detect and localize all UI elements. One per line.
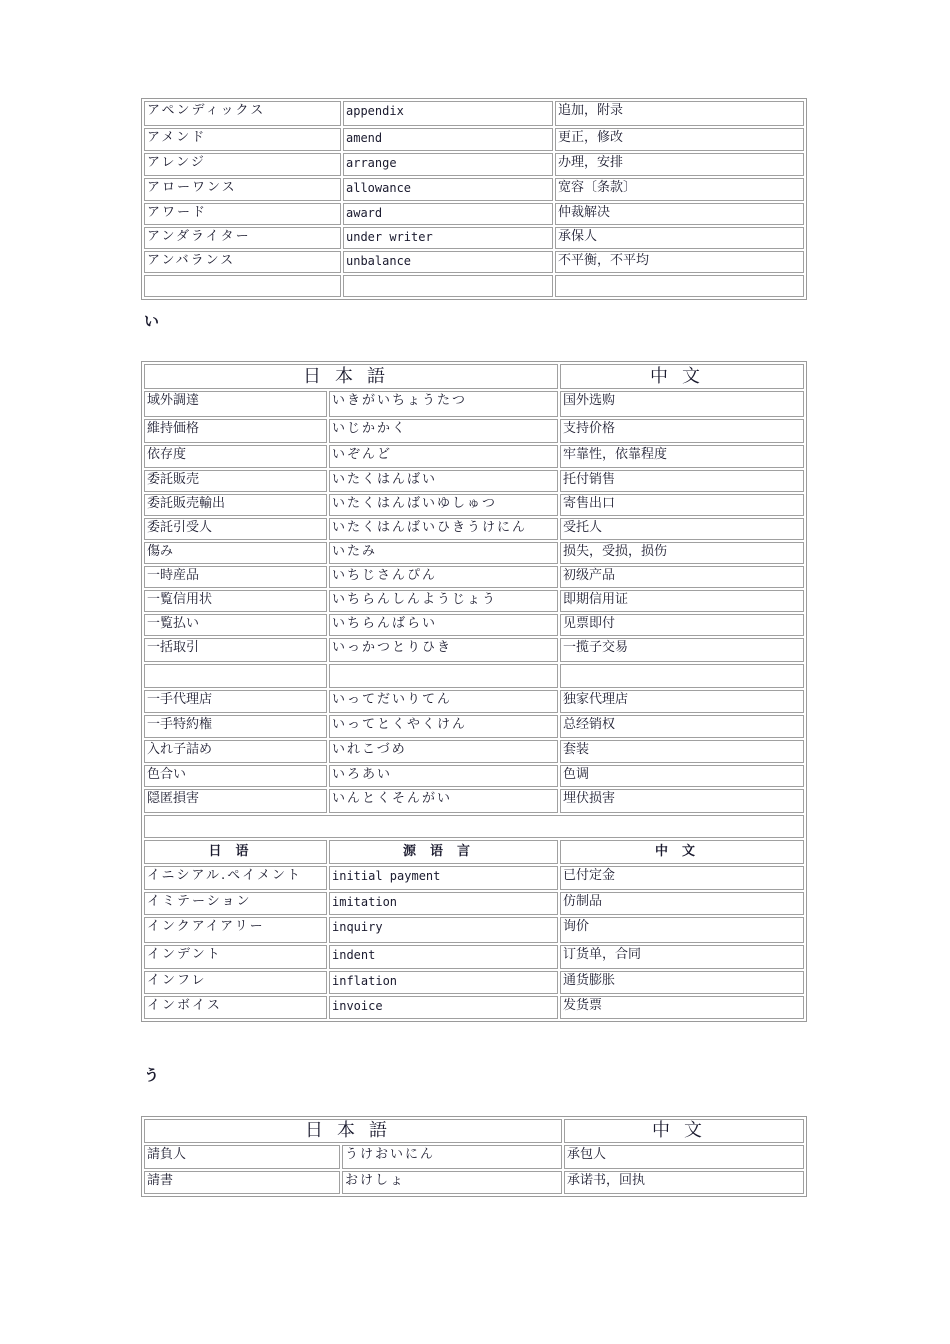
source-term: under writer bbox=[343, 227, 553, 249]
table-header bbox=[144, 1119, 804, 1143]
header-chinese: 中文 bbox=[564, 1119, 804, 1143]
chinese-term: 已付定金 bbox=[560, 866, 804, 890]
chinese-term: 宽容〔条款〕 bbox=[555, 178, 804, 201]
chinese-term: 受托人 bbox=[560, 518, 804, 540]
reading: いたくはんばいゆしゅつ bbox=[329, 494, 558, 516]
table-row bbox=[144, 614, 804, 636]
header-japanese-language: 日语 bbox=[144, 840, 327, 864]
japanese-term: アンバランス bbox=[144, 251, 341, 273]
table-row bbox=[144, 128, 804, 151]
section-heading-i: い bbox=[144, 312, 160, 330]
table-row bbox=[144, 917, 804, 943]
source-term bbox=[343, 275, 553, 297]
chinese-term: 寄售出口 bbox=[560, 494, 804, 516]
table-row bbox=[144, 1171, 804, 1194]
table-row bbox=[144, 590, 804, 612]
chinese-term bbox=[560, 664, 804, 688]
table-spacer-row bbox=[144, 815, 804, 838]
table-row bbox=[144, 470, 804, 492]
table-header bbox=[144, 364, 804, 389]
source-term: initial payment bbox=[329, 866, 558, 890]
source-term: amend bbox=[343, 128, 553, 151]
table-row bbox=[144, 542, 804, 564]
japanese-term: 一覧払い bbox=[144, 614, 327, 636]
japanese-term: 一手代理店 bbox=[144, 690, 327, 713]
source-term: inquiry bbox=[329, 917, 558, 943]
japanese-term: 依存度 bbox=[144, 445, 327, 468]
chinese-term: 套装 bbox=[560, 740, 804, 763]
japanese-term bbox=[144, 664, 327, 688]
header-japanese: 日本語 bbox=[144, 1119, 562, 1143]
chinese-term: 独家代理店 bbox=[560, 690, 804, 713]
table-row bbox=[144, 178, 804, 201]
table-row bbox=[144, 566, 804, 588]
chinese-term: 仲裁解决 bbox=[555, 203, 804, 225]
reading: いろあい bbox=[329, 765, 558, 787]
reading: いたくはんばいひきうけにん bbox=[329, 518, 558, 540]
japanese-term: 域外調達 bbox=[144, 391, 327, 417]
reading: いちらんばらい bbox=[329, 614, 558, 636]
chinese-term: 支持价格 bbox=[560, 419, 804, 443]
japanese-term: 一時産品 bbox=[144, 566, 327, 588]
japanese-term: アローワンス bbox=[144, 178, 341, 201]
japanese-term: インフレ bbox=[144, 971, 327, 994]
source-term: award bbox=[343, 203, 553, 225]
table-row bbox=[144, 715, 804, 738]
japanese-term: 一括取引 bbox=[144, 638, 327, 662]
japanese-term: 維持価格 bbox=[144, 419, 327, 443]
chinese-term: 一揽子交易 bbox=[560, 638, 804, 662]
japanese-term bbox=[144, 275, 341, 297]
japanese-term: 傷み bbox=[144, 542, 327, 564]
japanese-term: インクアイアリー bbox=[144, 917, 327, 943]
table-row bbox=[144, 638, 804, 662]
table-row bbox=[144, 664, 804, 688]
chinese-term: 订货单，合同 bbox=[560, 945, 804, 969]
japanese-term: イニシアル.ペイメント bbox=[144, 866, 327, 890]
source-term: allowance bbox=[343, 178, 553, 201]
japanese-term: 入れ子詰め bbox=[144, 740, 327, 763]
table-sub-header bbox=[144, 840, 804, 864]
table-row bbox=[144, 518, 804, 540]
source-term: indent bbox=[329, 945, 558, 969]
chinese-term: 仿制品 bbox=[560, 892, 804, 915]
table-row bbox=[144, 789, 804, 813]
source-term: arrange bbox=[343, 153, 553, 176]
reading: いってとくやくけん bbox=[329, 715, 558, 738]
japanese-term: アンダライター bbox=[144, 227, 341, 249]
reading: いれこづめ bbox=[329, 740, 558, 763]
japanese-term: インデント bbox=[144, 945, 327, 969]
chinese-term bbox=[555, 275, 804, 297]
table-row bbox=[144, 690, 804, 713]
table-row bbox=[144, 1145, 804, 1169]
header-japanese: 日本語 bbox=[144, 364, 558, 389]
chinese-term: 托付销售 bbox=[560, 470, 804, 492]
japanese-term: 一覧信用状 bbox=[144, 590, 327, 612]
chinese-term: 埋伏损害 bbox=[560, 789, 804, 813]
reading: いたくはんばい bbox=[329, 470, 558, 492]
japanese-term: 請負人 bbox=[144, 1145, 340, 1169]
chinese-term: 办理，安排 bbox=[555, 153, 804, 176]
table-row bbox=[144, 153, 804, 176]
table-row bbox=[144, 892, 804, 915]
japanese-term: アワード bbox=[144, 203, 341, 225]
japanese-term: 隠匿損害 bbox=[144, 789, 327, 813]
source-term: invoice bbox=[329, 996, 558, 1019]
table-row bbox=[144, 996, 804, 1019]
chinese-term: 追加，附录 bbox=[555, 101, 804, 126]
reading: おけしょ bbox=[342, 1171, 562, 1194]
glossary-table-a bbox=[141, 98, 807, 300]
table-row bbox=[144, 391, 804, 417]
japanese-term: イミテーション bbox=[144, 892, 327, 915]
source-term: appendix bbox=[343, 101, 553, 126]
chinese-term: 即期信用证 bbox=[560, 590, 804, 612]
table-row bbox=[144, 494, 804, 516]
reading: いぞんど bbox=[329, 445, 558, 468]
table-row bbox=[144, 251, 804, 273]
table-row bbox=[144, 101, 804, 126]
reading: いっかつとりひき bbox=[329, 638, 558, 662]
chinese-term: 色调 bbox=[560, 765, 804, 787]
chinese-term: 见票即付 bbox=[560, 614, 804, 636]
source-term: imitation bbox=[329, 892, 558, 915]
japanese-term: 色合い bbox=[144, 765, 327, 787]
reading: いじかかく bbox=[329, 419, 558, 443]
table-row bbox=[144, 866, 804, 890]
header-source-language: 源语言 bbox=[329, 840, 558, 864]
source-term: unbalance bbox=[343, 251, 553, 273]
reading: うけおいにん bbox=[342, 1145, 562, 1169]
chinese-term: 不平衡，不平均 bbox=[555, 251, 804, 273]
header-chinese: 中文 bbox=[560, 364, 804, 389]
table-row bbox=[144, 971, 804, 994]
japanese-term: 請書 bbox=[144, 1171, 340, 1194]
table-row bbox=[144, 945, 804, 969]
table-row bbox=[144, 227, 804, 249]
japanese-term: アレンジ bbox=[144, 153, 341, 176]
reading bbox=[329, 664, 558, 688]
table-row bbox=[144, 275, 804, 297]
chinese-term: 总经销权 bbox=[560, 715, 804, 738]
chinese-term: 牢靠性，依靠程度 bbox=[560, 445, 804, 468]
reading: いきがいちょうたつ bbox=[329, 391, 558, 417]
table-row bbox=[144, 419, 804, 443]
source-term: inflation bbox=[329, 971, 558, 994]
table-row bbox=[144, 740, 804, 763]
japanese-term: 委託販売 bbox=[144, 470, 327, 492]
chinese-term: 国外选购 bbox=[560, 391, 804, 417]
chinese-term: 损失，受损，损伤 bbox=[560, 542, 804, 564]
glossary-table-u bbox=[141, 1116, 807, 1197]
japanese-term: 委託引受人 bbox=[144, 518, 327, 540]
chinese-term: 通货膨胀 bbox=[560, 971, 804, 994]
reading: いってだいりてん bbox=[329, 690, 558, 713]
japanese-term: 委託販売輸出 bbox=[144, 494, 327, 516]
table-row bbox=[144, 765, 804, 787]
table-row bbox=[144, 445, 804, 468]
japanese-term: インボイス bbox=[144, 996, 327, 1019]
section-heading-u: う bbox=[144, 1066, 160, 1084]
chinese-term: 承包人 bbox=[564, 1145, 804, 1169]
japanese-term: 一手特約権 bbox=[144, 715, 327, 738]
chinese-term: 承保人 bbox=[555, 227, 804, 249]
glossary-table-i bbox=[141, 361, 807, 1022]
reading: いたみ bbox=[329, 542, 558, 564]
japanese-term: アペンディックス bbox=[144, 101, 341, 126]
table-row bbox=[144, 203, 804, 225]
chinese-term: 更正，修改 bbox=[555, 128, 804, 151]
chinese-term: 初级产品 bbox=[560, 566, 804, 588]
reading: いちじさんぴん bbox=[329, 566, 558, 588]
chinese-term: 询价 bbox=[560, 917, 804, 943]
header-chinese: 中文 bbox=[560, 840, 804, 864]
reading: いんとくそんがい bbox=[329, 789, 558, 813]
chinese-term: 承诺书，回执 bbox=[564, 1171, 804, 1194]
reading: いちらんしんようじょう bbox=[329, 590, 558, 612]
chinese-term: 发货票 bbox=[560, 996, 804, 1019]
japanese-term: アメンド bbox=[144, 128, 341, 151]
